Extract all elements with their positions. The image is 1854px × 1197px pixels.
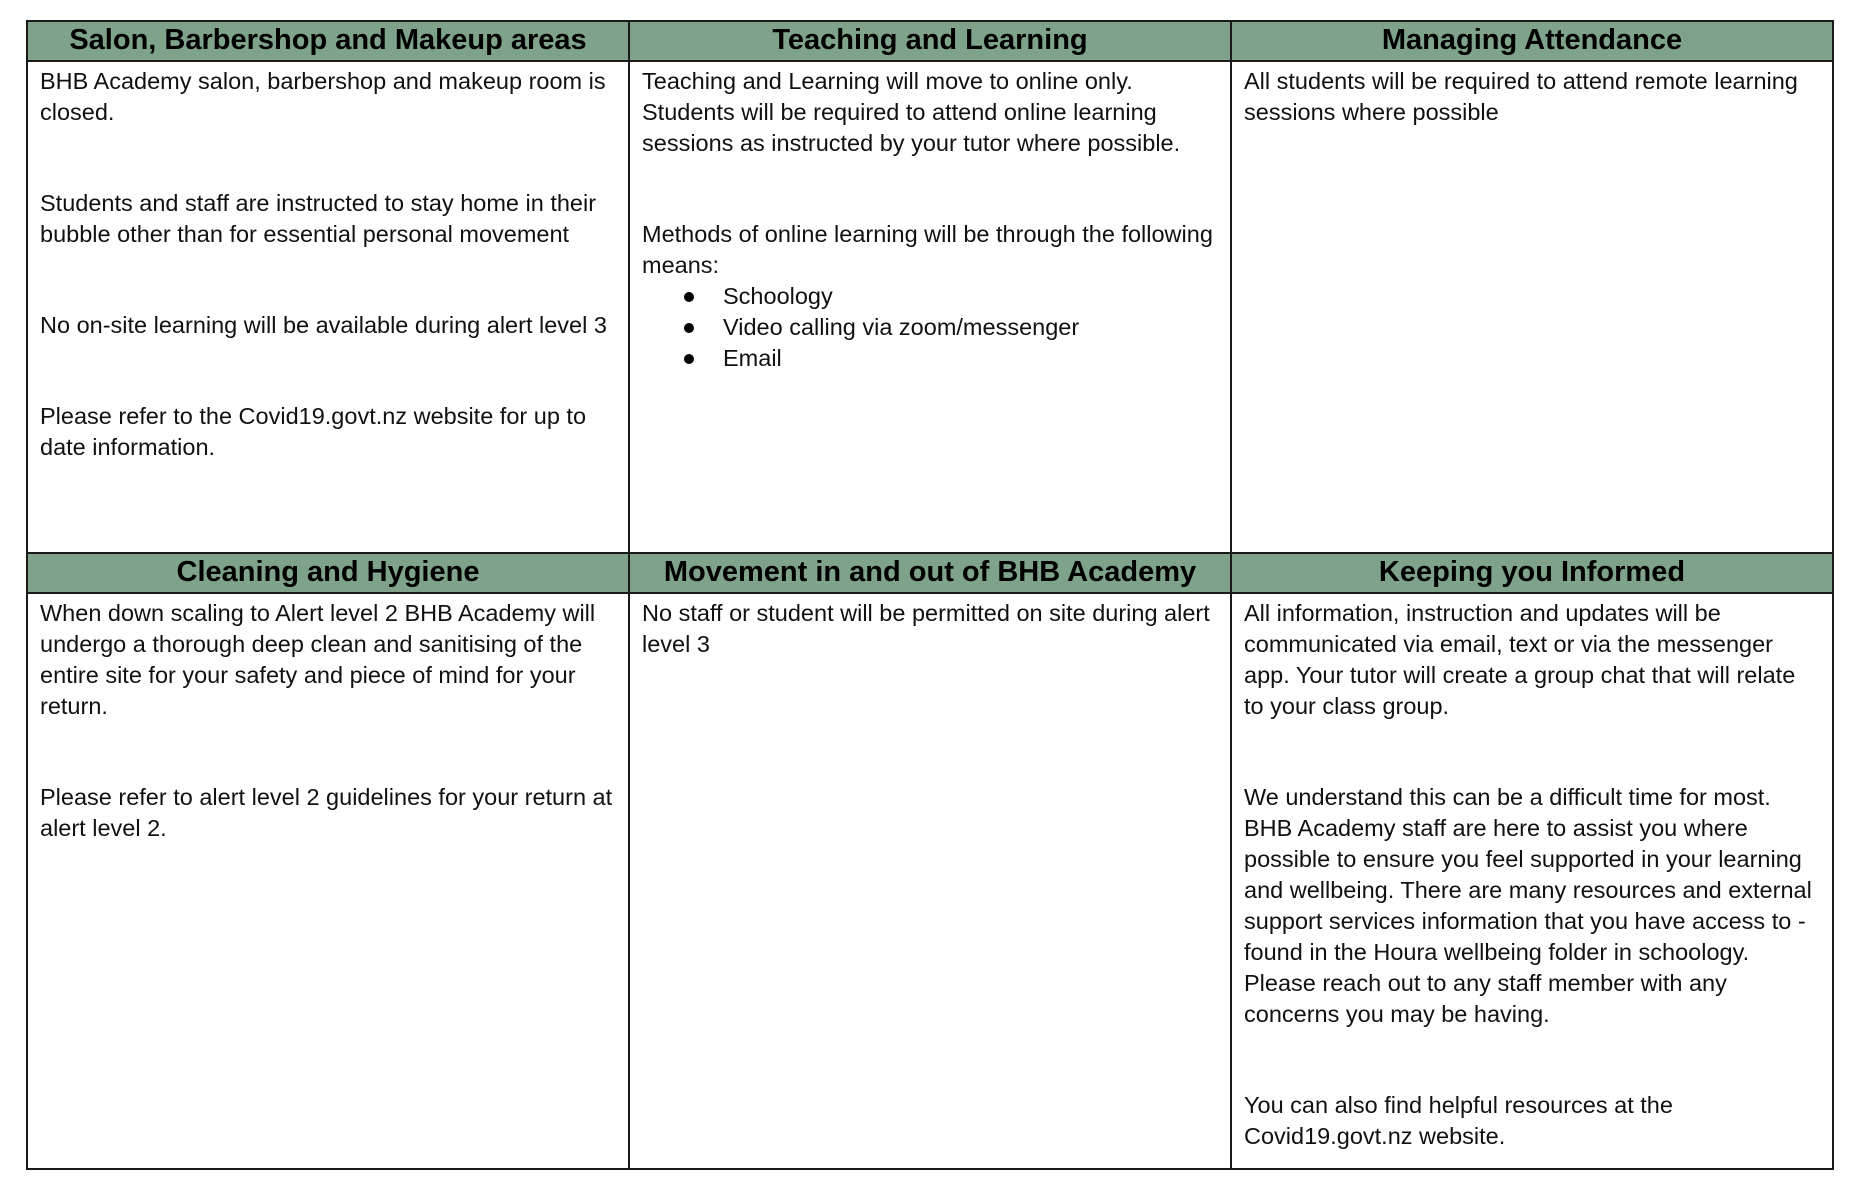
attendance-cell <box>1231 61 1833 553</box>
bullet-icon <box>684 292 694 302</box>
informed-paragraph: We understand this can be a difficult time for most. BHB Academy staff are here to assist you where possible to ensure you feel supported in your learning and wellbeing. There are many resources and external support services information that you have access to - found in the Houra wellbeing folder in schoology. Please reach out to any staff member with any concerns you may be having. <box>1244 784 1812 1027</box>
salon-paragraph: Please refer to the Covid19.govt.nz website for up to date information. <box>40 403 587 460</box>
method-label: Video calling via zoom/messenger <box>723 314 1080 340</box>
list-item <box>642 281 1218 312</box>
list-item <box>642 343 1218 374</box>
content-row-2 <box>27 593 1833 1169</box>
alert-level-3-table <box>26 20 1834 1170</box>
cleaning-paragraph: When down scaling to Alert level 2 BHB Academy will undergo a thorough deep clean and sanitising of the entire site for your safety and piece of mind for your return. <box>40 600 596 719</box>
informed-cell <box>1231 593 1833 1169</box>
cleaning-header: Cleaning and Hygiene <box>27 553 629 593</box>
cleaning-paragraph: Please refer to alert level 2 guidelines for your return at alert level 2. <box>40 784 613 841</box>
movement-cell <box>629 593 1231 1169</box>
informed-paragraph: All information, instruction and updates will be communicated via email, text or via the messenger app. Your tutor will create a group chat that will relate to your class group. <box>1244 600 1796 719</box>
teaching-paragraph: Teaching and Learning will move to online only. Students will be required to attend online learning sessions as instructed by your tutor where possible. <box>642 68 1181 156</box>
online-methods-list <box>642 281 1218 374</box>
method-label: Email <box>723 345 782 371</box>
cleaning-cell <box>27 593 629 1169</box>
informed-header: Keeping you Informed <box>1231 553 1833 593</box>
teaching-cell <box>629 61 1231 553</box>
bullet-icon <box>684 323 694 333</box>
content-row-1 <box>27 61 1833 553</box>
movement-header: Movement in and out of BHB Academy <box>629 553 1231 593</box>
salon-cell <box>27 61 629 553</box>
method-label: Schoology <box>723 283 833 309</box>
header-row-2 <box>27 553 1833 593</box>
salon-paragraph: No on-site learning will be available during alert level 3 <box>40 312 607 338</box>
salon-header: Salon, Barbershop and Makeup areas <box>27 21 629 61</box>
salon-paragraph: BHB Academy salon, barbershop and makeup room is closed. <box>40 68 606 125</box>
movement-paragraph: No staff or student will be permitted on site during alert level 3 <box>642 600 1210 657</box>
informed-paragraph: You can also find helpful resources at the Covid19.govt.nz website. <box>1244 1092 1673 1149</box>
bullet-icon <box>684 354 694 364</box>
teaching-header: Teaching and Learning <box>629 21 1231 61</box>
attendance-header: Managing Attendance <box>1231 21 1833 61</box>
attendance-paragraph: All students will be required to attend remote learning sessions where possible <box>1244 68 1798 125</box>
header-row-1 <box>27 21 1833 61</box>
teaching-paragraph: Methods of online learning will be through the following means: <box>642 221 1213 278</box>
salon-paragraph: Students and staff are instructed to stay home in their bubble other than for essential personal movement <box>40 190 597 247</box>
list-item <box>642 312 1218 343</box>
